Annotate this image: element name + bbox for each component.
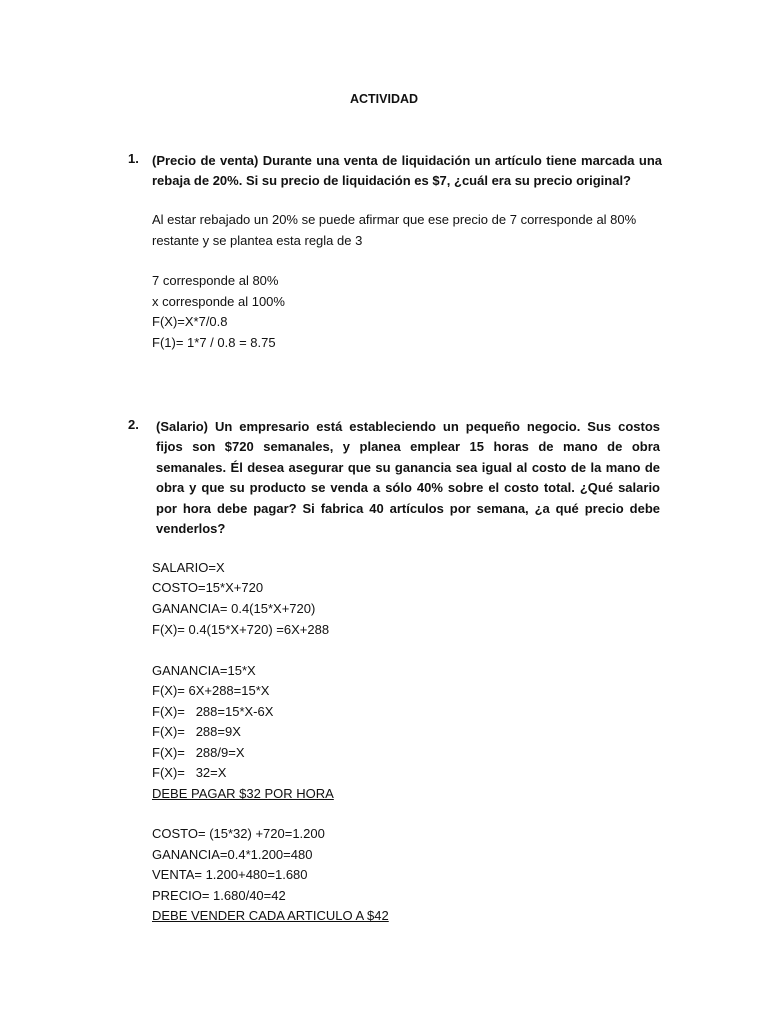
q2-block3-line-1: COSTO= (15*32) +720=1.200	[152, 826, 325, 841]
q1-explanation-line-2: restante y se plantea esta regla de 3	[152, 233, 363, 248]
q1-work-line-1: 7 corresponde al 80%	[152, 273, 279, 288]
q2-block1-line-3: GANANCIA= 0.4(15*X+720)	[152, 601, 316, 616]
q1-work-line-3: F(X)=X*7/0.8	[152, 314, 228, 329]
question-2-number: 2.	[128, 417, 139, 432]
q2-block1-line-2: COSTO=15*X+720	[152, 580, 264, 595]
q2-answer-1: DEBE PAGAR $32 POR HORA	[152, 786, 334, 801]
q2-block1-line-4: F(X)= 0.4(15*X+720) =6X+288	[152, 622, 330, 637]
q2-block3-line-4: PRECIO= 1.680/40=42	[152, 888, 286, 903]
question-1-text: (Precio de venta) Durante una venta de liquidación un artículo tiene marcada una rebaja de 20%. Si su precio de liquidación es $7, ¿cuál era su precio original?	[152, 153, 662, 189]
q2-block1-line-1: SALARIO=X	[152, 560, 225, 575]
q2-block2-line-6: F(X)= 32=X	[152, 765, 227, 780]
q2-block2-line-1: GANANCIA=15*X	[152, 663, 256, 678]
page-title: ACTIVIDAD	[349, 92, 419, 106]
q2-block2-line-3: F(X)= 288=15*X-6X	[152, 704, 274, 719]
q2-block3-line-2: GANANCIA=0.4*1.200=480	[152, 847, 313, 862]
question-1-number: 1.	[128, 151, 139, 166]
q2-block2-line-4: F(X)= 288=9X	[152, 724, 241, 739]
q2-block2-line-5: F(X)= 288/9=X	[152, 745, 245, 760]
q1-work-line-4: F(1)= 1*7 / 0.8 = 8.75	[152, 335, 276, 350]
q2-block2-line-2: F(X)= 6X+288=15*X	[152, 683, 270, 698]
q1-work-line-2: x corresponde al 100%	[152, 294, 285, 309]
question-2-text: (Salario) Un empresario está estableciendo un pequeño negocio. Sus costos fijos son $720 semanales, y planea emplear 15 horas de mano de obra semanales. Él desea asegurar que su ganancia sea igual al costo de la mano de obra y que su producto se venda a sólo 40% sobre el costo total. ¿Qué salario por hora debe pagar? Si fabrica 40 artículos por semana, ¿a qué precio debe venderlos?	[156, 419, 660, 537]
q1-explanation-line-1: Al estar rebajado un 20% se puede afirmar que ese precio de 7 corresponde al 80%	[152, 212, 637, 227]
q2-block3-line-3: VENTA= 1.200+480=1.680	[152, 867, 308, 882]
q2-answer-2: DEBE VENDER CADA ARTICULO A $42	[152, 908, 389, 923]
